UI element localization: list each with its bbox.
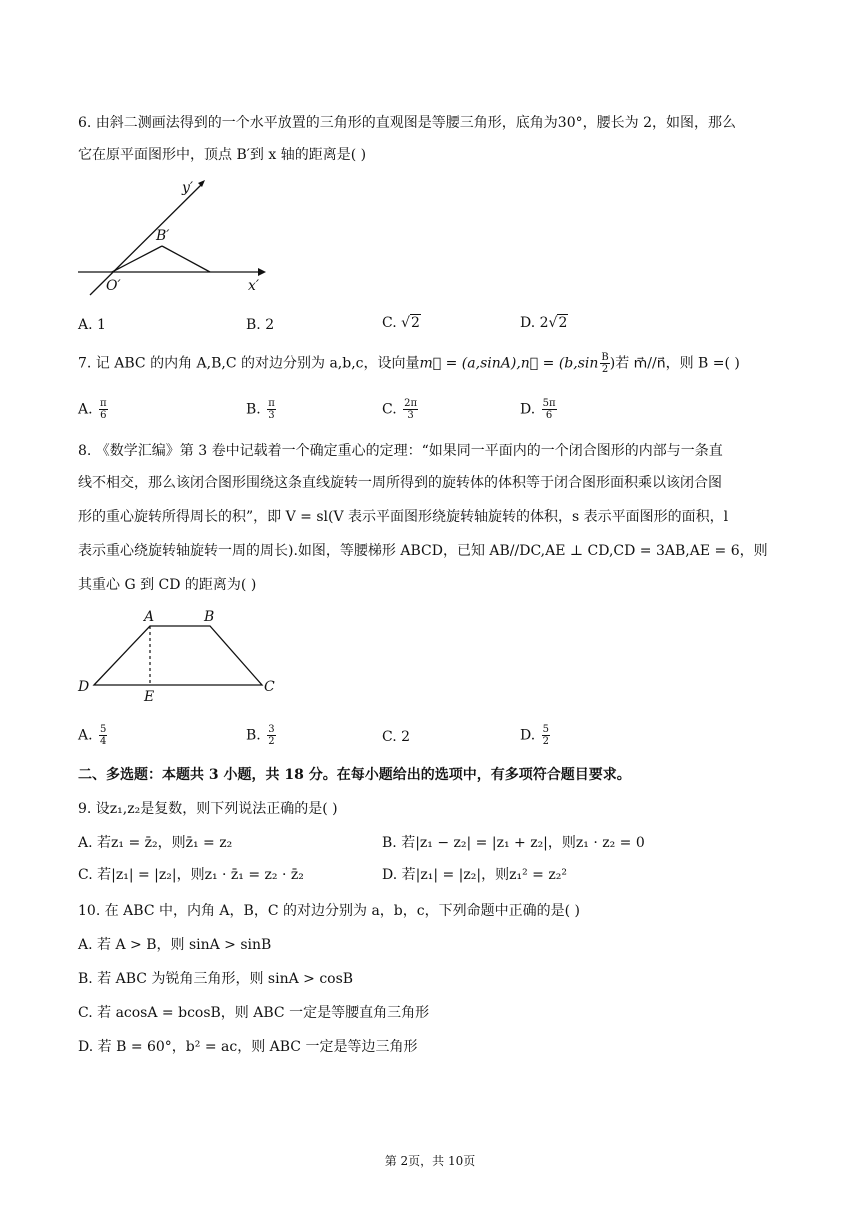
- q8-stem-line2: 线不相交，那么该闭合图形围绕这条直线旋转一周所得到的旋转体的体积等于闭合图形面积乘以该闭合图: [78, 475, 722, 491]
- q7-option-a-frac: [99, 398, 108, 421]
- q7-option-b-prefix: B.: [246, 401, 266, 418]
- q8-option-b-frac: [267, 724, 275, 747]
- q9-stem: 9. 设z₁,z₂是复数，则下列说法正确的是( ): [78, 801, 338, 817]
- q6-option-b[interactable]: B. 2: [246, 317, 275, 333]
- q10-option-d[interactable]: D. 若 B = 60°，b² = ac，则 ABC 一定是等边三角形: [78, 1039, 418, 1055]
- q9-option-a[interactable]: A. 若z₁ = z̄₂，则z̄₁ = z₂: [78, 835, 233, 851]
- frac-den: 6: [545, 410, 553, 421]
- q10-option-c[interactable]: C. 若 acosA = bcosB，则 ABC 一定是等腰直角三角形: [78, 1005, 430, 1021]
- section-2-heading: 二、多选题：本题共 3 小题，共 18 分。在每小题给出的选项中，有多项符合题目要求。: [78, 767, 631, 783]
- frac-num: 5π: [542, 398, 556, 409]
- q8-option-d-frac: [542, 724, 550, 747]
- q9-option-d[interactable]: D. 若|z₁| = |z₂|，则z₁² = z₂²: [382, 867, 567, 883]
- frac-num: 5: [542, 724, 550, 735]
- q8-option-c-prefix: C. 2: [382, 729, 411, 745]
- q8-option-a[interactable]: [78, 724, 107, 747]
- frac-num: 3: [268, 724, 275, 735]
- q7-option-d-frac: [542, 398, 557, 421]
- q8-option-c[interactable]: [382, 730, 410, 744]
- sqrt-sign: √2: [548, 315, 568, 331]
- q8-trapezoid-figure: [74, 605, 284, 705]
- triangle-side-right: [162, 246, 210, 272]
- q6-option-c-prefix: C.: [382, 315, 402, 331]
- q6-option-d-prefix: D. 2: [520, 315, 549, 331]
- q7-option-c-prefix: C.: [382, 401, 402, 418]
- q8-stem-line3: 形的重心旋转所得周长的积”，即 V = sl(V 表示平面图形绕旋转轴旋转的体积，s 表示平面图形的面积，l: [78, 509, 729, 525]
- q9-option-c[interactable]: C. 若|z₁| = |z₂|，则z₁ · z̄₁ = z₂ · z̄₂: [78, 867, 304, 883]
- label-y-prime: y′: [182, 180, 194, 196]
- q7-frac-den: 2: [601, 364, 609, 375]
- q7-frac-num: B: [601, 352, 609, 363]
- q7-fraction: [600, 352, 609, 375]
- q8-stem-line4: 表示重心绕旋转轴旋转一周的周长).如图，等腰梯形 ABCD，已知 AB//DC,AE ⊥ CD,CD = 3AB,AE = 6，则: [78, 543, 768, 559]
- label-b-prime: B′: [156, 228, 170, 244]
- frac-num: 5: [100, 724, 107, 735]
- q6-option-d[interactable]: [520, 316, 568, 330]
- sqrt-sign: √2: [401, 315, 420, 331]
- frac-den: 3: [407, 410, 414, 421]
- q10-option-a[interactable]: A. 若 A > B，则 sinA > sinB: [78, 937, 272, 953]
- q6-option-c[interactable]: [382, 316, 421, 330]
- trapezoid-abcd: [94, 626, 262, 685]
- q7-stem-b: m⃗ = (a,sinA),n⃗ = (b,sin: [419, 355, 599, 372]
- label-e: E: [144, 689, 155, 705]
- page-footer: 第 2页，共 10页: [384, 1154, 476, 1168]
- q7-option-b[interactable]: [246, 398, 276, 421]
- q7-option-a[interactable]: [78, 398, 108, 421]
- label-d: D: [78, 679, 90, 695]
- q8-option-d-prefix: D.: [520, 727, 540, 744]
- q7-option-c[interactable]: [382, 398, 418, 421]
- q7-stem: [78, 352, 740, 375]
- q8-option-a-prefix: A.: [78, 727, 98, 744]
- q7-stem-c: )若 m⃗//n⃗，则 B =( ): [609, 355, 740, 372]
- q6-option-c-radicand: 2: [411, 315, 420, 331]
- q8-option-d[interactable]: [520, 724, 550, 747]
- q8-option-b[interactable]: [246, 724, 276, 747]
- q8-stem-line1: 8. 《数学汇编》第 3 卷中记载着一个确定重心的定理：“如果同一平面内的一个闭合图形的内部与一条直: [78, 443, 723, 459]
- label-c: C: [264, 679, 275, 695]
- q6-option-a[interactable]: A. 1: [78, 317, 106, 333]
- frac-den: 2: [268, 736, 275, 747]
- frac-num: π: [100, 398, 107, 409]
- label-o-prime: O′: [106, 278, 121, 294]
- q7-stem-a: 7. 记 ABC 的内角 A,B,C 的对边分别为 a,b,c，设向量: [78, 355, 420, 372]
- q9-option-b[interactable]: B. 若|z₁ − z₂| = |z₁ + z₂|，则z₁ · z₂ = 0: [382, 835, 645, 851]
- q7-option-d[interactable]: [520, 398, 557, 421]
- label-a: A: [144, 609, 155, 625]
- q6-stem-line1: 6. 由斜二测画法得到的一个水平放置的三角形的直观图是等腰三角形，底角为30°，腰长为 2，如图，那么: [78, 115, 736, 131]
- frac-den: 2: [542, 736, 550, 747]
- label-x-prime: x′: [248, 278, 260, 294]
- q7-option-d-prefix: D.: [520, 401, 540, 418]
- triangle-side-left: [112, 246, 162, 272]
- q10-stem: 10. 在 ABC 中，内角 A，B，C 的对边分别为 a，b，c，下列命题中正确的是( ): [78, 903, 580, 919]
- frac-den: 6: [100, 410, 107, 421]
- q6-option-d-radicand: 2: [558, 315, 568, 331]
- q7-option-a-prefix: A.: [78, 401, 98, 418]
- label-b: B: [204, 609, 215, 625]
- q10-option-b[interactable]: B. 若 ABC 为锐角三角形，则 sinA > cosB: [78, 971, 354, 987]
- q6-stem-line2: 它在原平面图形中，顶点 B′到 x 轴的距离是( ): [78, 147, 367, 163]
- q8-option-a-frac: [99, 724, 107, 747]
- frac-num: π: [268, 398, 275, 409]
- q6-figure: [70, 170, 270, 300]
- q7-option-b-frac: [267, 398, 276, 421]
- q8-stem-line5: 其重心 G 到 CD 的距离为( ): [78, 577, 257, 593]
- frac-num: 2π: [404, 398, 418, 409]
- q7-option-c-frac: [403, 398, 418, 421]
- y-axis-arrow: [198, 180, 205, 187]
- frac-den: 3: [268, 410, 275, 421]
- frac-den: 4: [100, 736, 107, 747]
- q8-option-b-prefix: B.: [246, 727, 266, 744]
- x-axis-arrow: [258, 268, 266, 276]
